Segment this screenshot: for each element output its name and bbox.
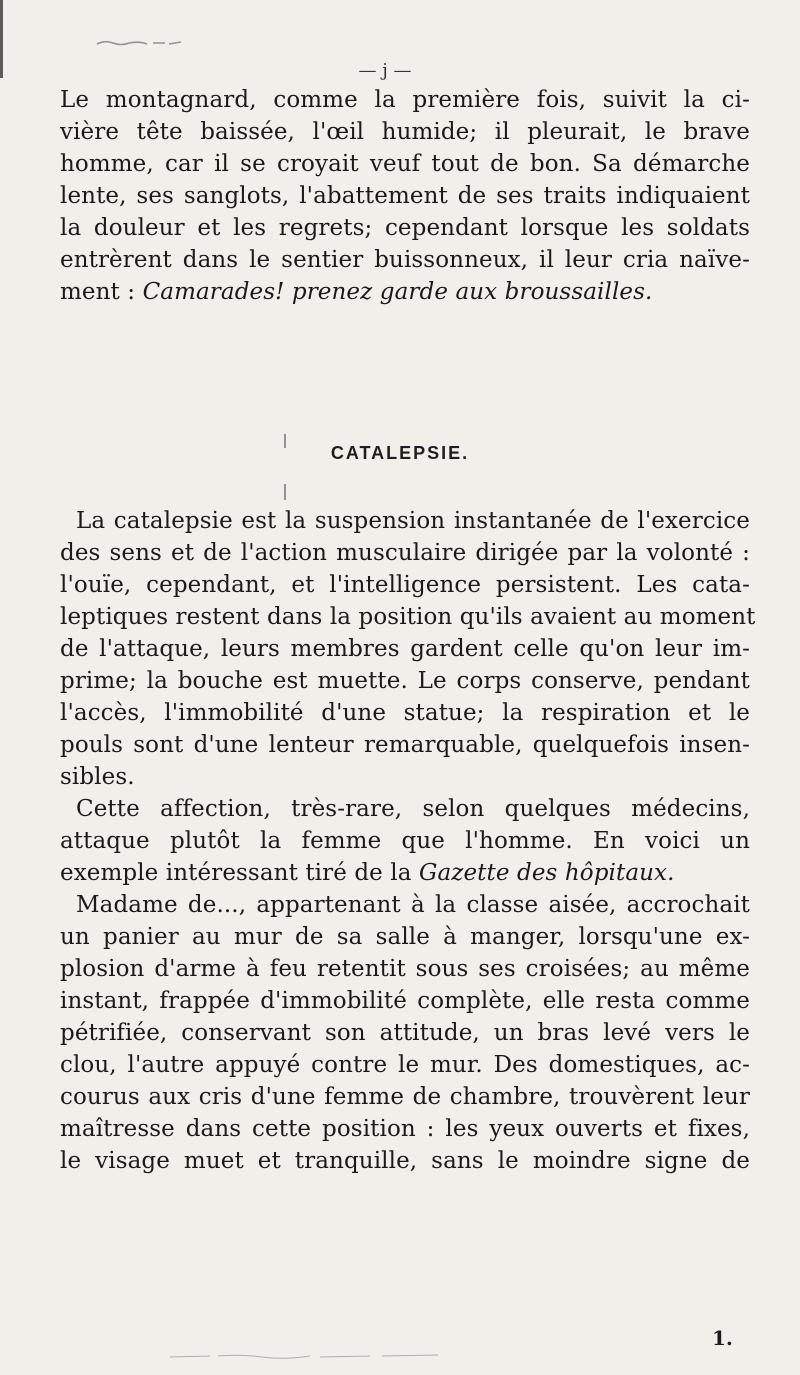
text-fragment: exemple intéressant tiré de la [60,860,419,886]
text-fragment: ment : [60,279,143,305]
text-line: instant, frappée d'immobilité complète, elle resta comme [60,988,750,1014]
text-line: l'ouïe, cependant, et l'intelligence persistent. Les cata- [60,572,750,598]
running-head: — j — [358,60,412,81]
text-line: l'accès, l'immobilité d'une statue; la respiration et le [60,700,750,726]
text-line: courus aux cris d'une femme de chambre, trouvèrent leur [60,1084,750,1110]
text-line: prime; la bouche est muette. Le corps conserve, pendant [60,668,750,694]
section-heading: CATALEPSIE. [330,443,470,463]
intro-paragraph [60,84,750,308]
footer-smudge-rule [170,1351,440,1361]
ink-smudge-mark [95,38,185,48]
text-line: Le montagnard, comme la première fois, suivit la ci- [60,87,750,113]
text-line: pouls sont d'une lenteur remarquable, quelquefois insen- [60,732,750,758]
paragraph-definition [60,505,756,1177]
text-line: lente, ses sanglots, l'abattement de ses traits indiquaient [60,183,750,209]
text-line-final [60,857,750,889]
text-line: leptiques restent dans la position qu'ils avaient au moment [60,604,756,630]
text-line-final: sibles. [60,764,135,790]
text-line: pétrifiée, conservant son attitude, un bras levé vers le [60,1020,750,1046]
text-line: de l'attaque, leurs membres gardent celle qu'on leur im- [60,636,750,662]
text-line: la douleur et les regrets; cependant lorsque les soldats [60,215,750,241]
text-line: le visage muet et tranquille, sans le moindre signe de [60,1148,750,1174]
text-line: un panier au mur de sa salle à manger, lorsqu'une ex- [60,924,750,950]
text-line: clou, l'autre appuyé contre le mur. Des domestiques, ac- [60,1052,750,1078]
text-line-final [60,276,750,308]
italic-quote: Camarades! prenez garde aux broussailles. [142,279,653,305]
text-line: Madame de..., appartenant à la classe aisée, accrochait [76,892,750,918]
text-line: attaque plutôt la femme que l'homme. En voici un [60,828,750,854]
text-line: des sens et de l'action musculaire dirigée par la volonté : [60,540,750,566]
text-line: Cette affection, très-rare, selon quelques médecins, [76,796,750,822]
italic-title: Gazette des hôpitaux. [418,860,675,886]
text-line: vière tête baissée, l'œil humide; il pleurait, le brave [60,119,750,145]
text-line: entrèrent dans le sentier buissonneux, il leur cria naïve- [60,247,750,273]
text-line: plosion d'arme à feu retentit sous ses croisées; au même [60,956,750,982]
page-edge-line [0,0,3,78]
text-line: homme, car il se croyait veuf tout de bon. Sa démarche [60,151,750,177]
text-line: maîtresse dans cette position : les yeux ouverts et fixes, [60,1116,750,1142]
signature-mark: 1. [712,1326,733,1350]
text-line: La catalepsie est la suspension instantanée de l'exercice [76,508,750,534]
